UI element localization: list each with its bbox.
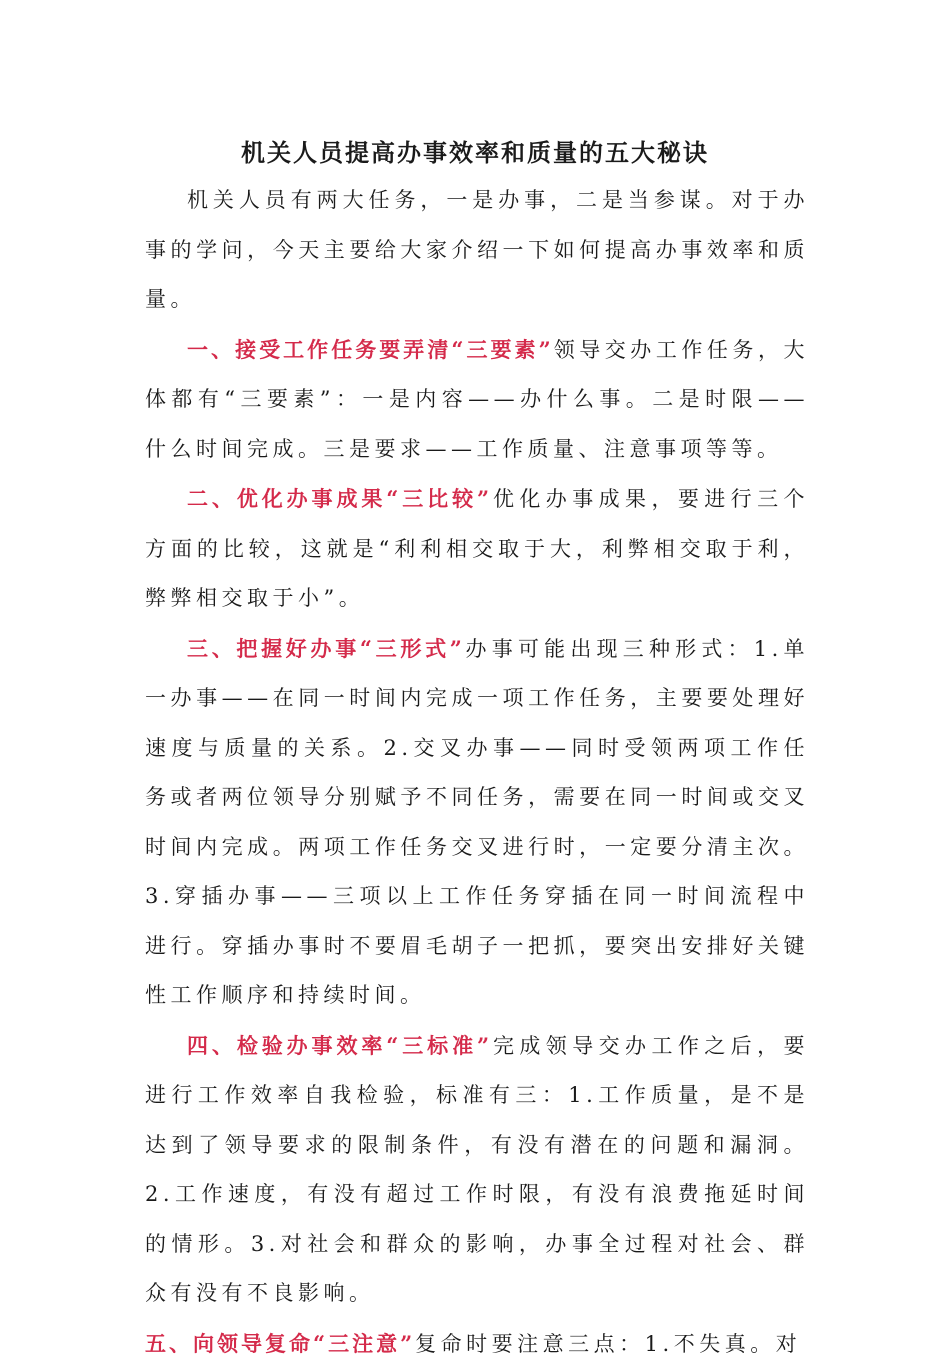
section-2-paragraph	[145, 474, 809, 624]
section-4-heading: 四、检验办事效率“三标准”	[187, 1033, 492, 1058]
section-3-text: 办事可能出现三种形式：1.单一办事——在同一时间内完成一项工作任务，主要要处理好速度与质量的关系。2.交叉办事——同时受领两项工作任务或者两位领导分别赋予不同任务，需要在同一时间或交叉时间内完成。两项工作任务交叉进行时，一定要分清主次。3.穿插办事——三项以上工作任务穿插在同一时间流程中进行。穿插办事时不要眉毛胡子一把抓，要突出安排好关键性工作顺序和持续时间。	[145, 637, 809, 1008]
section-1-text: 领导交办工作任务，大体都有“三要素”：一是内容——办什么事。二是时限——什么时间完成。三是要求——工作质量、注意事项等等。	[145, 338, 809, 461]
section-2-text: 优化办事成果，要进行三个方面的比较，这就是“利利相交取于大，利弊相交取于利，弊弊相交取于小”。	[145, 487, 809, 610]
document-body	[145, 176, 809, 1369]
section-1-heading: 一、接受工作任务要弄清“三要素”	[187, 337, 554, 362]
section-4-paragraph	[145, 1021, 809, 1319]
section-3-heading: 三、把握好办事“三形式”	[187, 636, 465, 661]
section-3-paragraph	[145, 624, 809, 1021]
section-2-heading: 二、优化办事成果“三比较”	[187, 486, 492, 511]
intro-paragraph: 机关人员有两大任务，一是办事，二是当参谋。对于办事的学问，今天主要给大家介绍一下如何提高办事效率和质量。	[145, 176, 809, 325]
document-title: 机关人员提高办事效率和质量的五大秘诀	[0, 128, 950, 178]
section-5-text: 复命时要注意三点：1.不失真。对	[415, 1332, 801, 1356]
section-1-paragraph	[145, 325, 809, 475]
section-5-heading: 五、向领导复命“三注意”	[145, 1331, 415, 1356]
section-4-text: 完成领导交办工作之后，要进行工作效率自我检验，标准有三：1.工作质量，是不是达到了领导要求的限制条件，有没有潜在的问题和漏洞。2.工作速度，有没有超过工作时限，有没有浪费拖延时间的情形。3.对社会和群众的影响，办事全过程对社会、群众有没有不良影响。	[145, 1034, 809, 1306]
